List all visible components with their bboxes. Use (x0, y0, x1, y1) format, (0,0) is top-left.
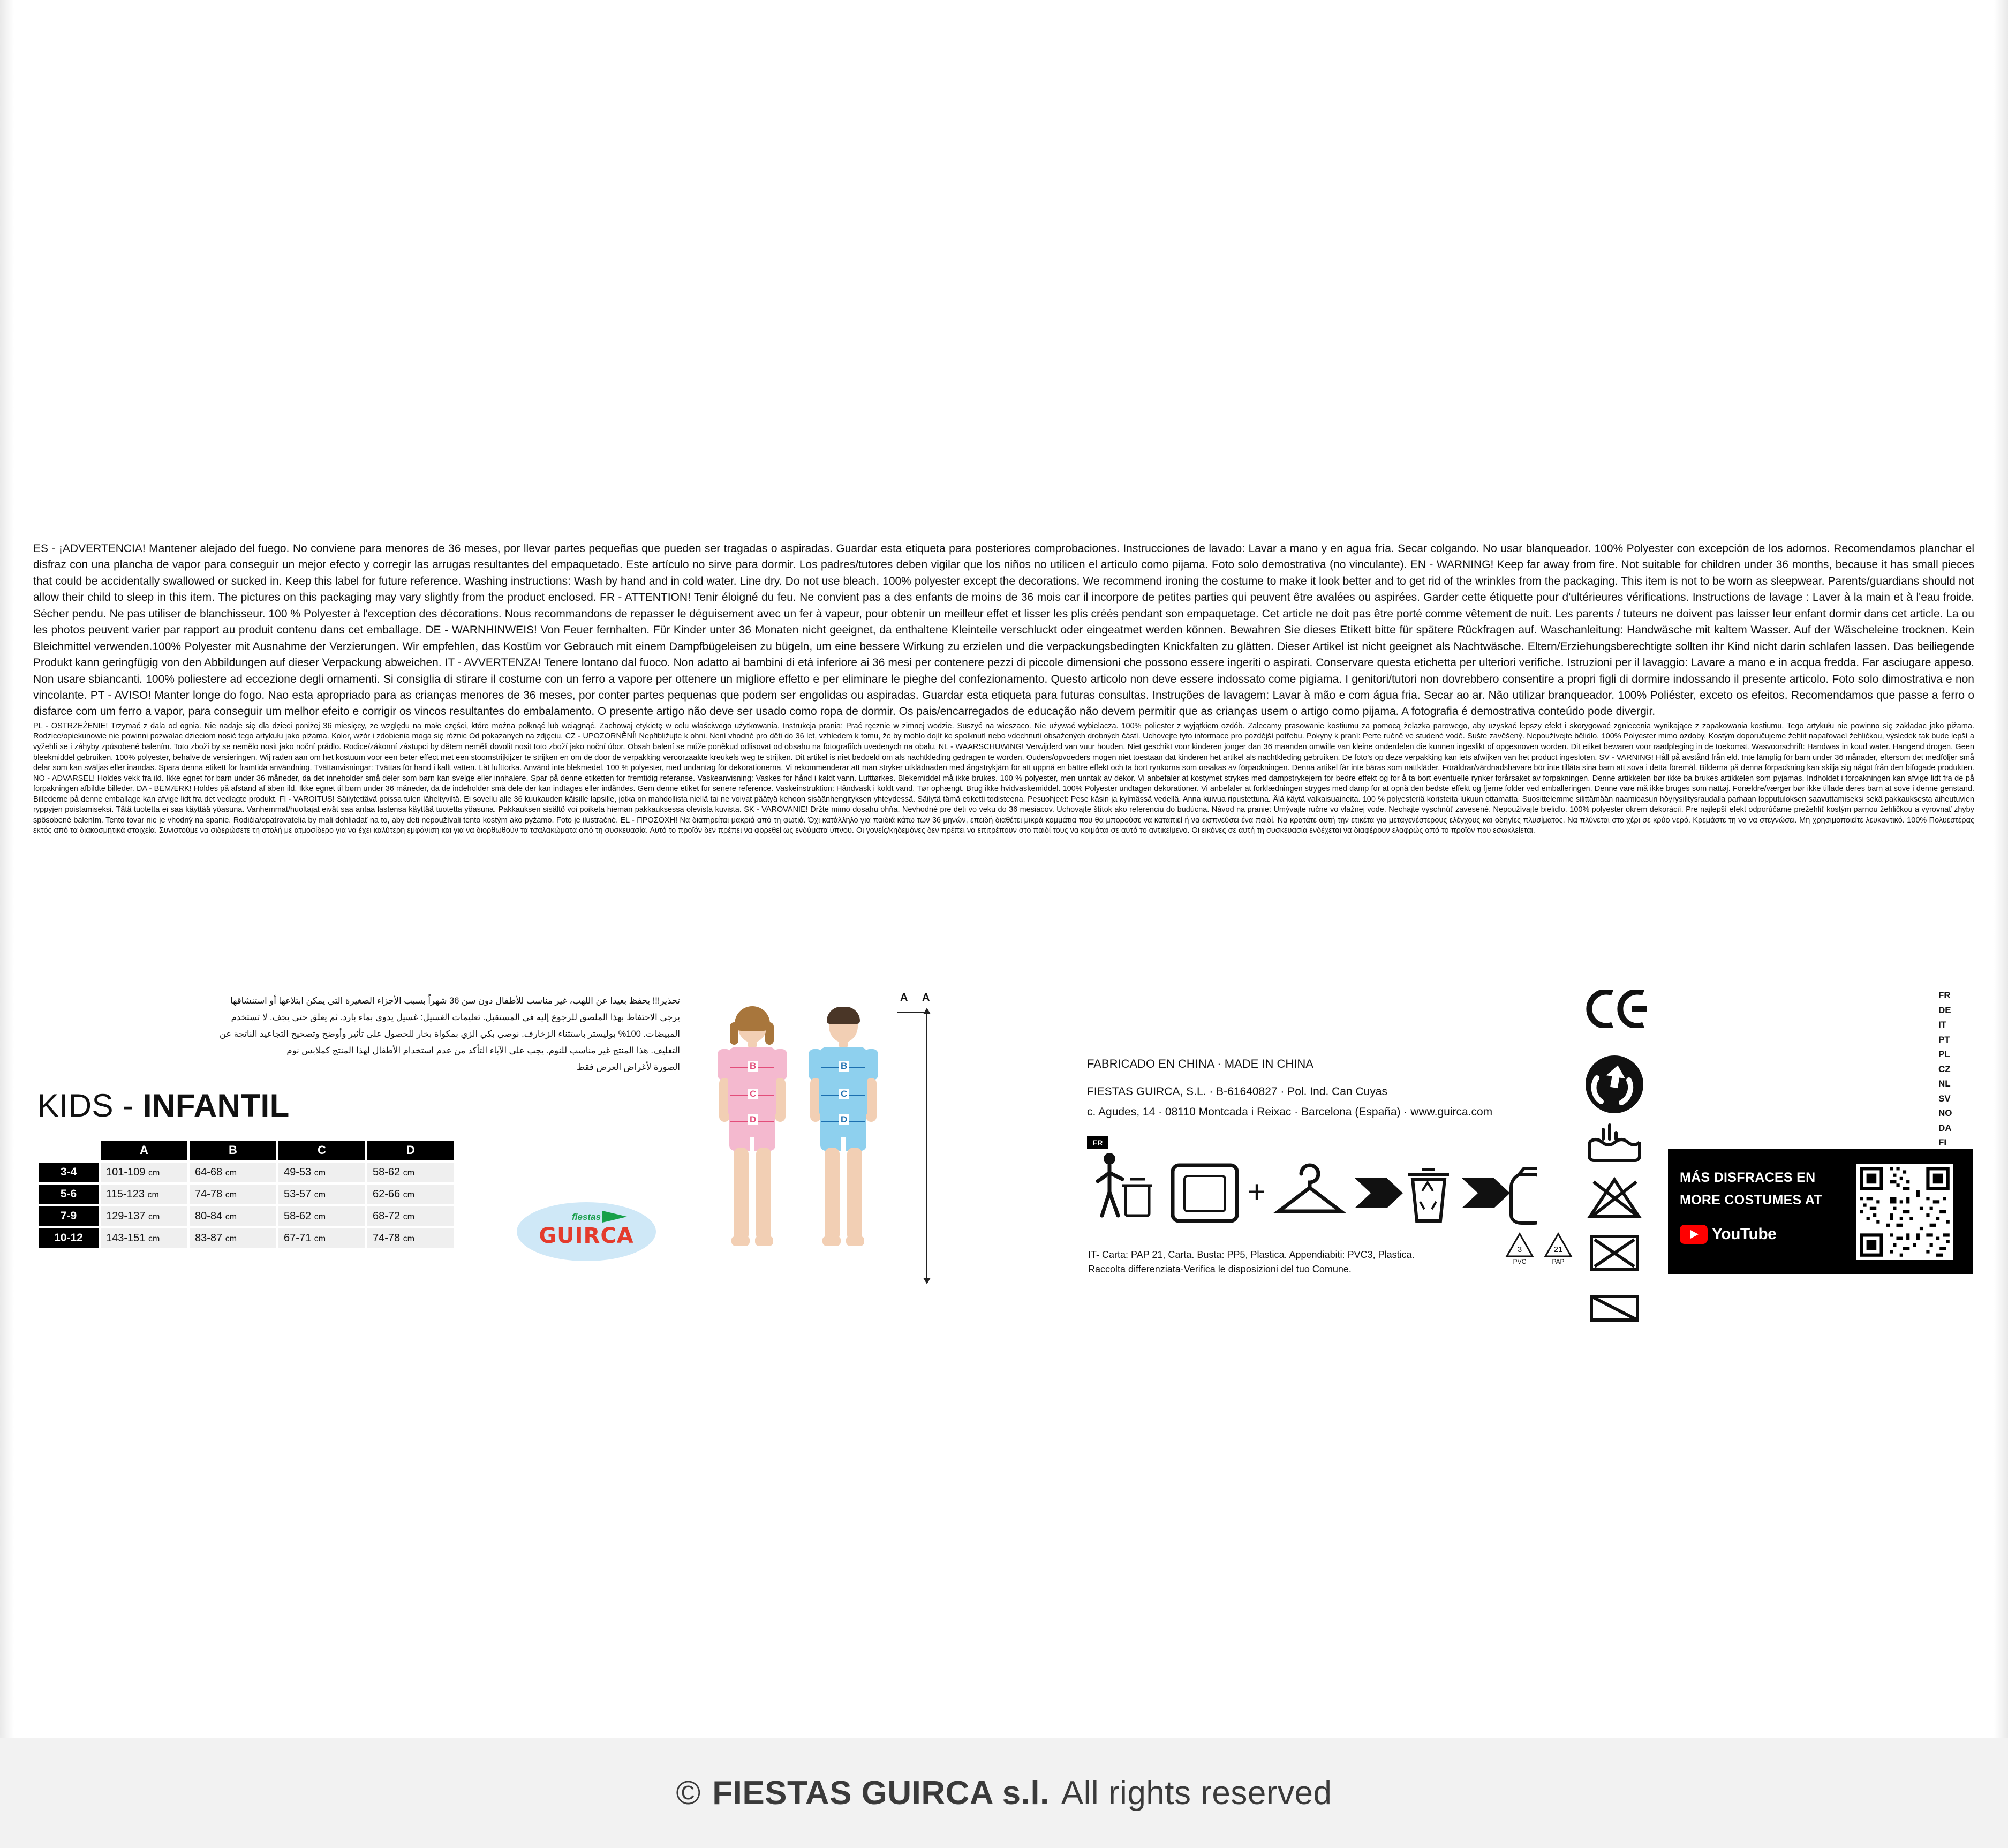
measure-label-c: C (748, 1089, 758, 1099)
care-symbol-do-not-bleach (1585, 1175, 1644, 1227)
lang-code: FR (1938, 990, 1951, 1000)
cell-c-value: 49-53 (284, 1166, 312, 1178)
care-symbol-do-not-tumble-dry (1585, 1230, 1644, 1281)
pvc-label: PVC (1513, 1258, 1527, 1265)
arabic-line-2: يرجى الاحتفاظ بهذا الملصق للرجوع إليه في المستقبل. تعليمات الغسيل: غسيل يدوي بماء بارد. ثم يعلق حتى يجف. لا تستخدم (231, 1012, 680, 1022)
sort-waste-icon (1098, 1153, 1152, 1216)
arabic-line-3: المبيضات. 100% بوليستر باستثناء الزخارف. نوصي بكي الزي بمكواة بخار للحصول على تأثير وأوضح وتصحيح التجاعيد الناتجة عن (219, 1029, 680, 1039)
leg-left (825, 1148, 840, 1241)
hand-wash-icon (1585, 1121, 1644, 1167)
manufacturer-block (1087, 1054, 1492, 1122)
cell-c-unit: cm (314, 1234, 326, 1243)
lang-code: IT (1938, 1020, 1947, 1030)
cell-b-value: 83-87 (195, 1232, 223, 1244)
cell-b-unit: cm (225, 1190, 237, 1200)
cell-c-value: 53-57 (284, 1188, 312, 1200)
cell-c (278, 1163, 365, 1182)
packaging-pictogram-group (1087, 1146, 1537, 1248)
foot-right (846, 1236, 864, 1246)
promo-line-es: MÁS DISFRACES EN (1680, 1170, 1816, 1185)
care-symbol-do-not-iron (1585, 1285, 1644, 1336)
row-age-label: 10-12 (39, 1228, 99, 1248)
cell-c-value: 67-71 (284, 1232, 312, 1244)
logo-tagline: fiestas (572, 1212, 601, 1222)
cell-a-value: 143-151 (106, 1232, 146, 1244)
footer-bar (0, 1738, 2008, 1848)
care-symbol-column (1585, 988, 1649, 1339)
logo-wordmark: GUIRCA (539, 1224, 634, 1248)
cell-c (278, 1185, 365, 1204)
lang-code: NO (1938, 1108, 1952, 1119)
cell-a (101, 1185, 187, 1204)
table-row (39, 1185, 454, 1204)
row-age-label: 5-6 (39, 1185, 99, 1204)
qr-code-icon[interactable] (1856, 1164, 1953, 1260)
size-chart-title-kids: KIDS - (37, 1088, 143, 1123)
cell-d (367, 1163, 454, 1182)
cell-b (190, 1185, 276, 1204)
cell-b (190, 1163, 276, 1182)
recycling-bin-icon (1408, 1170, 1449, 1221)
cell-d-unit: cm (403, 1168, 415, 1178)
packaging-caption-line-1: IT- Carta: PAP 21, Carta. Busta: PP5, Plastica. Appendiabiti: PVC3, Plastica. (1088, 1249, 1415, 1260)
cell-d (367, 1206, 454, 1226)
table-header-row (39, 1141, 454, 1160)
material-code-marks (1505, 1230, 1580, 1267)
table-corner-cell (39, 1141, 99, 1160)
cell-b-unit: cm (225, 1234, 237, 1243)
company-line: FIESTAS GUIRCA, S.L. · B-61640827 · Pol. Ind. Can Cuyas (1087, 1085, 1388, 1098)
arabic-warning-block (32, 993, 680, 1076)
arabic-line-1: تحذير!!! يحفظ بعيدا عن اللهب، غير مناسب للأطفال دون سن 36 شهراً بسبب الأجزاء الصغيرة التي يمكن ابتلاعها أو استنشاقها (230, 996, 680, 1006)
legal-text-block (33, 541, 1974, 838)
pap-label: PAP (1552, 1258, 1565, 1265)
cell-b-unit: cm (225, 1212, 237, 1221)
measure-label-d: D (748, 1114, 758, 1125)
youtube-wordmark: YouTube (1712, 1225, 1777, 1243)
do-not-bleach-icon (1585, 1175, 1644, 1221)
arrow-right-1 (1355, 1178, 1403, 1208)
arm-right (775, 1078, 786, 1122)
arabic-line-5: الصورة لأغراض العرض فقط (576, 1062, 680, 1072)
legal-paragraph-eastern: PL - OSTRZEŻENIE! Trzymać z dala od ognia. Nie nadaje się dla dzieci poniżej 36 miesięcy, ze względu na małe części, które można połknąć lub wciągnąć. Zachowaj etykietę w celu właściwego użytkowania. Instrukcja prania: Prać ręcznie w zimnej wodzie. Suszyć na wieszaco. Nie używać wybielacza. 100% poliester z wyjątkiem ozdób. Zalecamy prasowanie kostiumu za pomocą żelazka parowego, aby uzyskać lepszy efekt i skorygować zgniecenia wynikające z zapakowania kostiumu. Tego artykułu nie powinno się zakładac jako piżama. Rodzice/opiekunowie nie powinni pozwalac dzieciom nosić tego artykułu jako piżama. Kolor, wzór i zdobienia moga się różnic Od pokazanych na zdjęciu. CZ - UPOZORNĚNÍ! Nepřibližujte k ohni. Není vhodné pro děti do 36 let, vzhledem k tomu, že by mohlo dojít ke spolknutí nebo vdechnutí obsažených drobných částí. Uchovejte tyto informace pro pozdější potřebu. Pokyny k praní: Perte ručně ve studené vodě. Sušte zavěšený. Nepoužívejte bělidlo. 100% Polyester mimo ozdoby. Kostým doporučujeme žehlit napařovací žehličkou, výsledek tak bude lepší a vyžehlí se i záhyby způsobené balením. Toto zboží by se nemělo nosit jako noční prádlo. Rodice/zákonní zástupci by dětem neměli dovolit nosit toto zboží jako noční úbor. Obsah balení se může poněkud odlisovat od obsahu na fotografiích uvedenych na obalu. NL - WAARSCHUWING! Verwijderd van vuur houden. Niet geschikt voor kinderen jonger dan 36 maanden omwille van kleine onderdelen die kunnen ingeslikt of opgesnoven worden. Dit etiket bewaren voor raadpleging in de toekomst. Wasvoorschrift: Handwas in koud water. Hangend drogen. Geen bleekmiddel gebruiken. 100% polyester, behalve de versieringen. Wij raden aan om het kostuum voor een beter effect met een stoomstrijkijzer te strijken en om de door de verpakking veroorzaakte kreukels weg te strijken. Dit artikel is niet bedoeld om als nachtkleding gedragen te worden. Ouders/opvoeders mogen niet toestaan dat kinderen het artikel als nachtkleding gebruiken. De foto's op deze verpakking kan iets afwijken van het product ingesloten. SV - VARNING! Håll på avstånd från eld. Inte lämplig för barn under 36 månader, eftersom det medföljer små delar som kan sväljas eller inandas. Spara denna etikett för framtida användning. Tvättanvisningar: Tvättas för hand i kallt vatten. Låt lufttorka. Använd inte blekmedel. 100 % polyester, med undantag för dekorationerna. Vi rekommenderar att man stryker utklädnaden med ångstrykjärn för att uppnå en bättre effekt och ta bort rynkorna som orsakas av förpackningen. Denna artikel får inte bäras som nattkläder. Föräldrar/värdnadshavare bör inte tillåta sina barn att sova i detta föremål. Bilderna på denna förpackning kan skilja sig något från den bifogade produkten. NO - ADVARSEL! Holdes vekk fra ild. Ikke egnet for barn under 36 måneder, da det inneholder små deler som barn kan svelge eller innhalere. Spar på denne etiketten for fremtidig referanse. Vaskeanvisning: Vaskes for hånd i kaldt vann. Lufttørkes. Blekemiddel må ikke brukes. 100 % polyester, men unntak av dekor. Vi anbefaler at kostymet strykes med dampstrykejern for bedre effekt og for å ta bort eventuelle rynker forårsaket av forpakningen. Denne artikkelen bør ikke ba brukes artikkelen som pyjamas. Indholdet i forpakningen kan afvige lidt fra de på forpakningen afbildte billeder. DA - BEMÆRK! Holdes på afstand af åben ild. Ikke egnet til børn under 36 måneder, da de indeholder små dele der kan indtages eller indåndes. Gem denne etiket for senere reference. Vaskeinstruktion: Håndvask i koldt vand. Tør ophængt. Brug ikke hvidvaskemiddel. 100% Polyester undtagen dekorationer. Vi anbefaler at forklædningen stryges med damp for at opnå den bedste effekt og fjerne folder ved emballeringen. Denne vare må ikke bruges som nattøj. Forældre/værger bør ikke tillade deres barn at sove i denne genstand. Billederne på denne emballage kan afvige lidt fra det vedlagte produkt. FI - VAROITUS! Säilytettävä poissa tulen läheltyviltä. Ei sovellu alle 36 kuukauden käisille lapsille, jotka on mahdollista niellä tai ne voivat päätyä kehoon sisäänhengityksen yhteydessä. Säilytä tämä etiketti todisteena. Pesuohjeet: Pese käsin ja kylmässä vedellä. Anna kuivua ripustettuna. Älä käytä valkaisuaineita. 100 % polyesteriä koristeita lukuun ottamatta. Suosittelemme silittämään naamioasun höyrysilitysraudalla parhaan lopputuloksen saavuttamiseksi sekä pakkauksesta aiheutuvien ryppyjen poistamiseksi. Tätä tuotetta ei saa käyttää yöasuna. Vanhemmat/huoltajat eivät saa antaa lastensa käyttää tuotetta yöasuna. Pakkauksen sisältö voi poiketa hieman pakkauksessa olevista kuvista. SK - VAROVANIE! Držte mimo dosahu ohňa. Nevhodné pre deti vo veku do 36 mesiacov. Uchovajte štítok ako referenciu do budúcna. Návod na pranie: Umývajte ručne vo vlažnej vode. Nechajte vyschnúť zavesené. Nepoužívajte bielidlo. 100% polyester okrem dekorácií. Pre najlepší efekt odporúčame prežehliť kostým parnou žehličkou a vyrovnať zhyby spôsobené balením. Tento tovar nie je vhodný na spanie. Rodičia/opatrovatelia by mali dohliadať na to, aby deti nepoužívali tento kostým ako pyžamo. Foto je ilustračné. EL - ΠΡΟΣΟΧΗ! Να διατηρείται μακριά από τη φωτιά. Όχι κατάλληλο για παιδιά κάτω των 36 μηνών, επειδή διαθέτει μικρά κομμάτια που θα μπορούσε να καταπιεί ή να εισπνεύσει ένα παιδί. Να κρατάτε αυτή την ετικέτα για μεταγενέστερους ελέγχους και οδηγίες πλυσίματος. Να πλύνεται στο χέρι σε κρύο νερό. Κρεμάστε τη να να στεγνώσει. Μη χρησιμοποιείτε λευκαντικό. 100% Πολυεστέρας εκτός από τα διακοσμητικά στοιχεία. Συνιστούμε να σιδερώσετε τη στολή με ατμοσίδερο για να έχει καλύτερη εμφάνιση και για να διορθωθούν τα τσαλακώματα από τη συσκευασία. Αυτό το προϊόν δεν πρέπει να φορεθεί ως ενδύματα ύπνου. Οι γονείς/κηδεμόνες δεν πρέπει να επιτρέπουν στο παιδί τους να κοιμάται σε αυτό το αντικείμενο. Οι εικόνες σε αυτή τη συσκευασία ενδέχεται να διαφέρουν ελαφρώς από το προϊόν που εσωκλείεται. (33, 721, 1974, 835)
cell-a (101, 1206, 187, 1226)
cell-c (278, 1206, 365, 1226)
packaging-caption-line-2: Raccolta differenziata-Verifica le disposizioni del tuo Comune. (1088, 1264, 1352, 1274)
measure-label-a-right: A (922, 992, 930, 1004)
care-symbol-hand-wash (1585, 1121, 1644, 1172)
cell-d (367, 1228, 454, 1248)
leg-right (756, 1148, 771, 1241)
waste-bag-icon (1511, 1168, 1537, 1223)
footer-content (0, 1738, 2008, 1848)
made-in-line: FABRICADO EN CHINA · MADE IN CHINA (1087, 1057, 1313, 1070)
hair (827, 1007, 860, 1024)
measure-label-c: C (839, 1089, 849, 1099)
row-age-label: 3-4 (39, 1163, 99, 1182)
lang-code: PT (1938, 1034, 1950, 1045)
leg-right (847, 1148, 862, 1241)
cell-b-unit: cm (225, 1168, 237, 1178)
measurement-diagram (683, 980, 961, 1307)
packaging-fr-tab: FR (1087, 1136, 1108, 1149)
plus-sign: + (1248, 1174, 1266, 1209)
lang-code: FI (1938, 1137, 1947, 1148)
lang-code: DA (1938, 1122, 1952, 1133)
do-not-iron-icon (1585, 1285, 1644, 1331)
cell-a-value: 115-123 (106, 1188, 145, 1200)
table-row (39, 1206, 454, 1226)
copyright-icon: © (676, 1775, 701, 1812)
footer-brand: FIESTAS GUIRCA s.l. (712, 1775, 1050, 1812)
height-axis-arrow-bottom (923, 1278, 931, 1284)
cell-b (190, 1206, 276, 1226)
leg-left (734, 1148, 749, 1241)
shirt (819, 1047, 867, 1115)
promo-line-en: MORE COSTUMES AT (1680, 1193, 1822, 1208)
arrow-right-2 (1462, 1178, 1510, 1208)
lang-code: CZ (1938, 1063, 1951, 1074)
figure-boy (803, 1009, 884, 1288)
size-table (36, 1138, 456, 1250)
cell-c-unit: cm (314, 1168, 326, 1178)
pap-code: 21 (1553, 1245, 1563, 1254)
cell-d-value: 74-78 (373, 1232, 401, 1244)
cell-a-unit: cm (147, 1190, 159, 1200)
packaging-caption (1088, 1248, 1415, 1277)
cell-d-value: 58-62 (373, 1166, 401, 1178)
shorts-gap (841, 1137, 846, 1151)
cell-b-value: 74-78 (195, 1188, 223, 1200)
column-header-b: B (190, 1141, 276, 1160)
arm-right (866, 1078, 877, 1122)
measure-label-d: D (839, 1114, 849, 1125)
cell-c-unit: cm (314, 1190, 326, 1200)
cell-c (278, 1228, 365, 1248)
hair (735, 1006, 770, 1031)
column-header-a: A (101, 1141, 187, 1160)
cell-d (367, 1185, 454, 1204)
box-icon (1173, 1165, 1237, 1221)
footer-rights: All rights reserved (1061, 1775, 1332, 1812)
youtube-play-icon (1680, 1225, 1708, 1244)
row-age-label: 7-9 (39, 1206, 99, 1226)
size-chart-title-infantil: INFANTIL (142, 1088, 290, 1123)
cell-d-value: 62-66 (373, 1188, 401, 1200)
size-chart-title (37, 1087, 290, 1124)
address-line: c. Agudes, 14 · 08110 Montcada i Reixac · Barcelona (España) · www.guirca.com (1087, 1106, 1493, 1119)
cell-a-value: 129-137 (106, 1210, 146, 1222)
foot-left (731, 1236, 750, 1246)
cell-d-unit: cm (403, 1190, 415, 1200)
foot-left (822, 1236, 841, 1246)
right-edge-shade (1994, 0, 2008, 1738)
lang-code: SV (1938, 1093, 1951, 1104)
packaging-icons-svg (1087, 1146, 1537, 1248)
cell-d-unit: cm (403, 1234, 415, 1243)
pvc-code: 3 (1517, 1245, 1522, 1254)
cell-a-value: 101-109 (106, 1166, 146, 1178)
left-edge-shade (0, 0, 14, 1738)
hanger-icon (1279, 1165, 1341, 1211)
column-header-d: D (367, 1141, 454, 1160)
youtube-promo-box[interactable] (1668, 1149, 1973, 1274)
figure-girl (712, 1009, 792, 1288)
cell-c-unit: cm (314, 1212, 326, 1221)
measure-label-a-left: A (900, 992, 908, 1004)
table-row (39, 1163, 454, 1182)
measure-label-b: B (748, 1061, 758, 1072)
cell-a (101, 1228, 187, 1248)
cell-b-value: 80-84 (195, 1210, 223, 1222)
cell-a (101, 1163, 187, 1182)
legal-paragraph-latin: ES - ¡ADVERTENCIA! Mantener alejado del fuego. No conviene para menores de 36 meses, por llevar partes pequeñas que pueden ser tragadas o aspiradas. Guardar esta etiqueta para posteriores comprobaciones. Instrucciones de lavado: Lavar a mano y en agua fría. Secar colgando. No usar blanqueador. 100% Polyester con excepción de los adornos. Recomendamos planchar el disfraz con una plancha de vapor para conseguir un mejor efecto y corregir las arrugas resultantes del empaquetado. Este artículo no sirve para dormir. Los padres/tutores deben vigilar que los niños no utilicen el artículo como pijama. Foto solo demostrativa (no vinculante). EN - WARNING! Keep far away from fire. Not suitable for children under 36 months, because it has small pieces that could be accidentally swallowed or sucked in. Keep this label for future reference. Washing instructions: Wash by hand and in cold water. Line dry. Do not use bleach. 100% polyester except the decorations. We recommend ironing the costume to make it look better and to get rid of the wrinkles from the packaging. This item is not to be worn as sleepwear. Parents/guardians should not allow their child to sleep in this item. The pictures on this packaging may vary slightly from the product enclosed. FR - ATTENTION! Tenir éloigné du feu. Ne convient pas a des enfants de moins de 36 mois car il incorpore de petites parties qui peuvent être avalées ou aspirées. Garder cette étiquette pour d'ultérieures vérifications. Instructions de lavage : Laver à la main et à l'eau froide. Sécher pendu. Ne pas utiliser de blanchisseur. 100 % Polyester à l'exception des décorations. Nous recommandons de repasser le déguisement avec un fer à vapeur, pour obtenir un meilleur effet et lisser les plis créés pendant son empaquetage. Cet article ne doit pas être porté comme vêtement de nuit. Les parents / tuteurs ne doivent pas laisser leur enfant dormir dans cet article. La ou les photos peuvent varier par rapport au produit contenu dans cet emballage. DE - WARNHINWEIS! Von Feuer fernhalten. Für Kinder unter 36 Monaten nicht geeignet, da enthaltene Kleinteile verschluckt oder eingeatmet werden können. Bewahren Sie dieses Etikett bitte für spätere Rückfragen auf. Waschanleitung: Handwäsche mit kaltem Wasser. Auf der Wäscheleine trocknen. Kein Bleichmittel verwenden.100% Polyester mit Ausnahme der Verzierungen. Wir empfehlen, das Kostüm vor Gebrauch mit einem Dampfbügeleisen zu bügeln, um eine bessere Wirkung zu erzielen und die verpackungsbedingten Knickfalten zu glätten. Dieser Artikel ist nicht geeignet als Nachtwäsche. Eltern/Erziehungsberechtigte sollten ihr Kind nicht darin schlafen lassen. Das beiliegende Produkt kann geringfügig von den Abbildungen auf dieser Verpackung abweichen. IT - AVVERTENZA! Tenere lontano dal fuoco. Non adatto ai bambini di età inferiore ai 36 mesi per contenere pezzi di piccole dimensioni che possono essere ingeriti o aspirati. Conservare questa etichetta per ulteriori verifiche. Istruzioni per il lavaggio: Lavare a mano e in acqua fredda. Far asciugare appeso. Non usare sbiancanti. 100% poliestere ad eccezione degli ornamenti. Si consiglia di stirare il costume con un ferro a vapore per ottenere un migliore effetto e per eliminare le pieghe del confezionamento. Questo articolo non deve essere indossato come pigiama. I genitori/tutori non dovrebbero consentire a propri figli di dormire indossando il presente articolo. Foto solo dimostrativa e non vincolante. PT - AVISO! Manter longe do fogo. Nao esta apropriado para as crianças menores de 36 meses, por conter partes pequenas que podem ser engolidas ou aspiradas. Guardar esta etiqueta para futuras consultas. Instruções de lavagem: Lavar à mão e com água fria. Secar ao ar. Não utilizar branqueador. 100% Poliéster, exceto os efeitos. Recomendamos que passe a ferro o disfarce com um ferro a vapor, para conseguir um melhor efeito e corrigir os vincos resultantes do embalamento. O presente artigo não deve ser usado como ropa de dormir. Os pais/encarregados de educação não devem permitir que as crianças usem o artigo como pijama. A fotografia é demostrativa conteúdo pode divergir. (33, 542, 1974, 718)
cell-b (190, 1228, 276, 1248)
cell-a-unit: cm (148, 1168, 160, 1178)
cell-d-value: 68-72 (373, 1210, 401, 1222)
foot-right (755, 1236, 773, 1246)
cell-b-value: 64-68 (195, 1166, 223, 1178)
lang-code: DE (1938, 1005, 1951, 1015)
do-not-tumble-dry-icon (1585, 1230, 1644, 1276)
guirca-logo (517, 1202, 656, 1261)
lang-code: PL (1938, 1049, 1950, 1060)
height-axis (926, 1012, 927, 1280)
cell-d-unit: cm (403, 1212, 415, 1221)
cell-a-unit: cm (148, 1234, 160, 1243)
shirt (728, 1047, 776, 1115)
column-header-c: C (278, 1141, 365, 1160)
arabic-line-4: التغليف. هذا المنتج غير مناسب للنوم. يجب على الآباء التأكد من عدم استخدام الأطفال لهذا المنتج كملابس نوم (286, 1045, 680, 1055)
shorts-gap (750, 1137, 754, 1151)
youtube-logo[interactable] (1680, 1225, 1776, 1244)
table-row (39, 1228, 454, 1248)
cell-c-value: 58-62 (284, 1210, 312, 1222)
cell-a-unit: cm (148, 1212, 160, 1221)
lang-code: NL (1938, 1078, 1951, 1089)
measure-label-b: B (839, 1061, 849, 1072)
